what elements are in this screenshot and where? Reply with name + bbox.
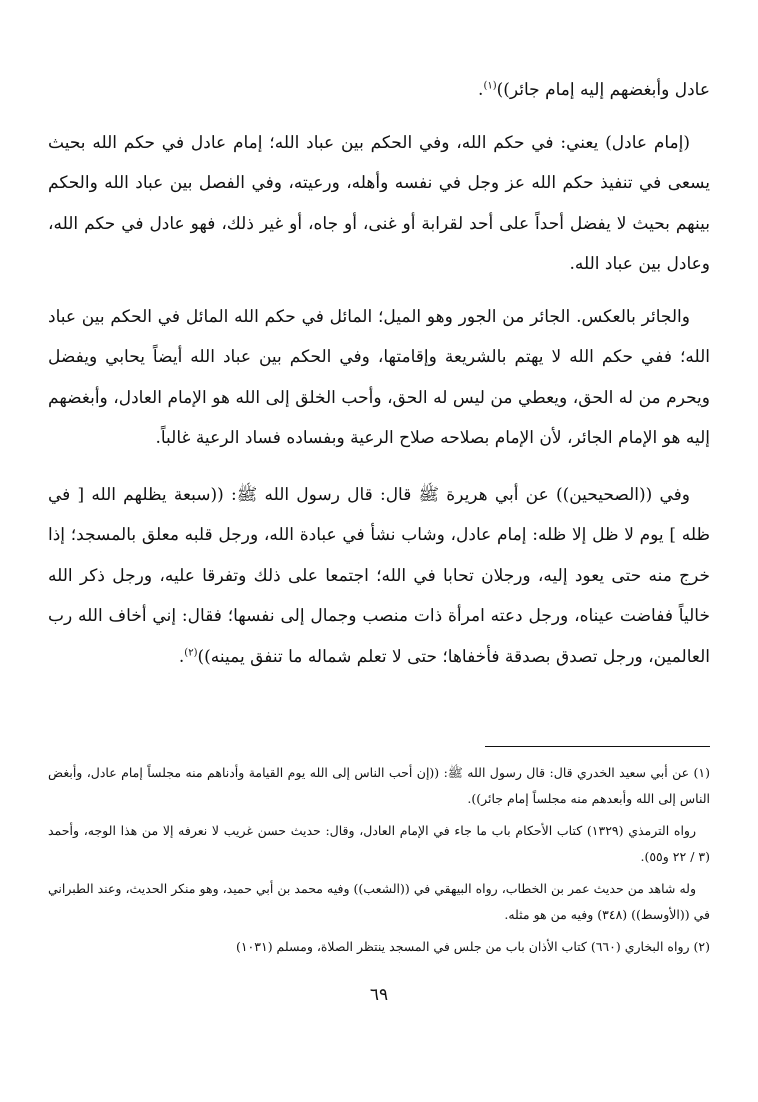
footnotes xyxy=(48,760,710,966)
footnote-1-witness: وله شاهد من حديث عمر بن الخطاب، رواه البيهقي في ((الشعب)) وفيه محمد بن أبي حميد، وهو منكر الحديث، وعند الطبراني في ((الأوسط)) (٣٤٨) وفيه من هو مثله. xyxy=(48,881,710,922)
main-text xyxy=(48,70,710,677)
footnote-1-source: رواه الترمذي (١٣٢٩) كتاب الأحكام باب ما جاء في الإمام العادل، وقال: حديث حسن غريب لا نعرفه إلا من هذا الوجه، وأحمد (٣ / ٢٢ و٥٥). xyxy=(48,823,710,864)
footnote-ref-1[interactable]: (١) xyxy=(483,80,497,92)
paragraph-1-text: عادل وأبغضهم إليه إمام جائر)) xyxy=(496,80,710,100)
paragraph-1 xyxy=(48,70,710,111)
footnote-2: (٢) رواه البخاري (٦٦٠) كتاب الأذان باب من جلس في المسجد ينتظر الصلاة، ومسلم (١٠٣١) xyxy=(235,939,710,954)
footnote-separator xyxy=(485,746,710,747)
footnote-1: (١) عن أبي سعيد الخدري قال: قال رسول الله ﷺ: ((إن أحب الناس إلى الله يوم القيامة وأدناهم منه مجلساً إمام عادل، وأبغض الناس إلى الله وأبعدهم منه مجلساً إمام جائر)). xyxy=(48,765,711,806)
paragraph-3: والجائر بالعكس. الجائر من الجور وهو الميل؛ المائل في حكم الله المائل في الحكم بين عباد الله؛ ففي حكم الله لا يهتم بالشريعة وإقامتها، وفي الحكم بين عباد الله أيضاً يحابي ويفضل ويحرم من له الحق، ويعطي من ليس له الحق، وأحب الخلق إلى الله هو الإمام العادل، وأبغضهم إليه هو الإمام الجائر، لأن الإمام بصلاحه صلاح الرعية وبفساده فساد الرعية غالباً. xyxy=(48,306,710,448)
paragraph-4 xyxy=(48,475,710,678)
paragraph-4-text: وفي ((الصحيحين)) عن أبي هريرة ﷺ قال: قال رسول الله ﷺ: ((سبعة يظلهم الله [ في ظله ] يوم لا ظل إلا ظله: إمام عادل، وشاب نشأ في عبادة الله، ورجل قلبه معلق بالمسجد؛ إذا خرج منه حتى يعود إليه، ورجلان تحابا في الله؛ اجتمعا على ذلك وتفرقا عليه، ورجل ذكر الله خالياً ففاضت عيناه، ورجل دعته امرأة ذات منصب وجمال إلى نفسها؛ فقال: إني أخاف الله رب العالمين، ورجل تصدق بصدقة فأخفاها؛ حتى لا تعلم شماله ما تنفق يمينه)) xyxy=(48,484,710,667)
footnote-ref-2[interactable]: (٢) xyxy=(184,646,198,658)
paragraph-2: (إمام عادل) يعني: في حكم الله، وفي الحكم بين عباد الله؛ إمام عادل في حكم الله بحيث يسعى في تنفيذ حكم الله عز وجل في نفسه وأهله، ورعيته، وفي الفصل بين عباد الله والحكم بينهم بحيث لا يفضل أحداً على أحد لقرابة أو غنى، أو جاه، أو غير ذلك، فهو عادل في حكم الله، وعادل بين عباد الله. xyxy=(48,132,710,274)
paragraph-4-end: . xyxy=(178,646,185,667)
page-number: ٦٩ xyxy=(369,985,389,1005)
paragraph-1-end: . xyxy=(478,80,484,100)
